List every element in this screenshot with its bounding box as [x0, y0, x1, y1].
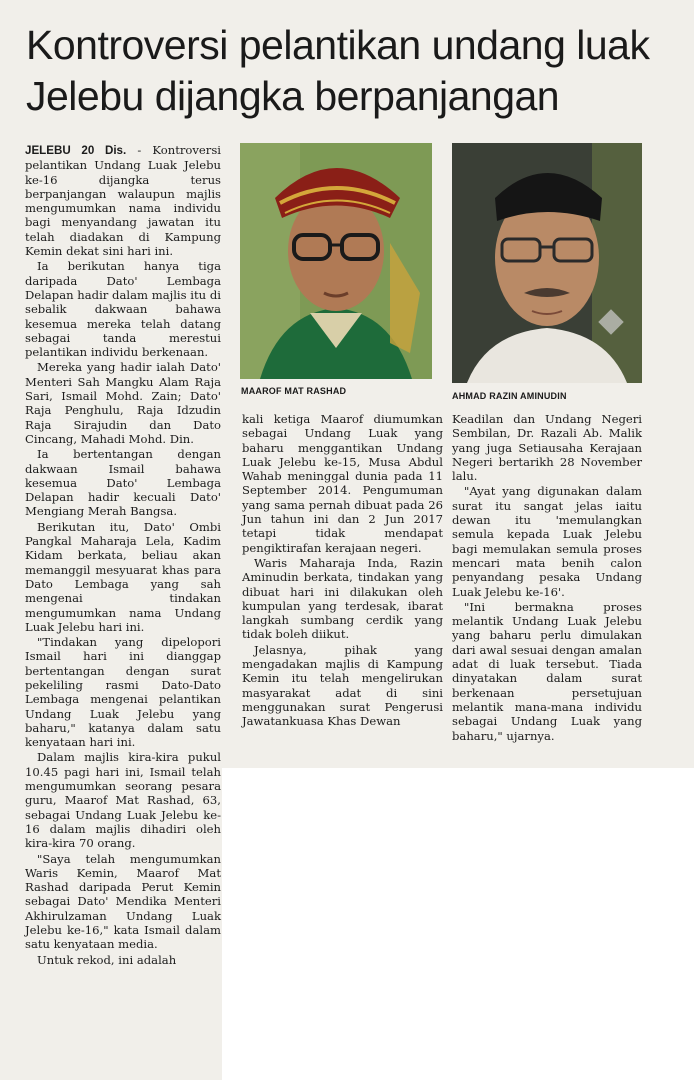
lead-paragraph: [25, 143, 221, 258]
lead-text: - Kontroversi pelantikan Undang Luak Jelebu ke-16 dijangka terus berpanjangan walaupun majlis mengumumkan nama individu bagi menyandang jawatan itu telah diadakan di Kampung Kemin dekat sini hari ini.: [25, 143, 221, 259]
photo-maarof-mat-rashad: [240, 143, 432, 379]
paragraph: Keadilan dan Undang Negeri Sembilan, Dr. Razali Ab. Malik yang juga Setiausaha Kerajaan Negeri bertarikh 28 November lalu.: [452, 412, 642, 484]
paragraph: Untuk rekod, ini adalah: [37, 952, 177, 967]
paragraph: kali ketiga Maarof diumumkan sebagai Undang Luak yang baharu menggantikan Undang Luak Jelebu ke-15, Musa Abdul Wahab meninggal dunia pada 11 September 2014. Pengumuman yang sama pernah dibuat pada 26 Jun tahun ini dan 2 Jun 2017 tetapi tidak mendapat pengiktirafan kerajaan negeri.: [242, 412, 443, 555]
blank-area: [222, 768, 694, 1080]
photo-caption: AHMAD RAZIN AMINUDIN: [452, 391, 567, 401]
portrait-illustration: [240, 143, 432, 379]
paragraph: Waris Maharaja Inda, Razin Aminudin berkata, tindakan yang dibuat hari ini dilakukan oleh kumpulan yang terdesak, ibarat langkah sumbang cerdik yang tidak boleh diikut.: [242, 555, 443, 642]
paragraph: Mereka yang hadir ialah Dato' Menteri Sah Mangku Alam Raja Sari, Ismail Mohd. Zain; Dato' Raja Penghulu, Raja Idzudin Raja Sirajudin dan Dato Cincang, Mahadi Mohd. Din.: [25, 360, 221, 446]
paragraph: "Ini bermakna proses melantik Undang Luak Jelebu yang baharu perlu dimulakan dari awal sesuai dengan amalan adat di luak tersebut. Tiada dinyatakan dalam surat berkenaan persetujuan melantik mana-mana individu sebagai Undang Luak yang baharu," ujarnya.: [452, 599, 642, 743]
article-column-2: [242, 412, 443, 730]
headline-line-2: Jelebu dijangka berpanjangan: [26, 73, 560, 119]
portrait-illustration: [452, 143, 642, 383]
headline-line-1: Kontroversi pelantikan undang luak: [26, 22, 650, 68]
paragraph: Dalam majlis kira-kira pukul 10.45 pagi hari ini, Ismail telah mengumumkan seorang pesara guru, Maarof Mat Rashad, 63, sebagai Undang Luak Jelebu ke-16 dalam majlis dihadiri oleh kira-kira 70 orang.: [25, 750, 221, 851]
headline: [26, 20, 686, 122]
article-column-1: [25, 143, 221, 968]
photo-ahmad-razin-aminudin: [452, 143, 642, 383]
paragraph: Ia berikutan hanya tiga daripada Dato' Lembaga Delapan hadir dalam majlis itu di sebalik dakwaan bahawa kesemua mereka telah datang sebagai tanda merestui pelantikan individu berkenaan.: [25, 259, 221, 360]
paragraph: Jelasnya, pihak yang mengadakan majlis di Kampung Kemin itu telah mengelirukan masyarakat adat di sini menggunakan surat Pengerusi Jawatankuasa Khas Dewan: [242, 642, 443, 729]
dateline: JELEBU 20 Dis.: [25, 144, 127, 157]
paragraph: "Saya telah mengumumkan Waris Kemin, Maarof Mat Rashad daripada Perut Kemin sebagai Dato' Mendika Menteri Akhirulzaman Undang Luak Jelebu ke-16," kata Ismail dalam satu kenyataan media.: [25, 851, 221, 952]
paragraph: "Ayat yang digunakan dalam surat itu sangat jelas iaitu dewan itu 'memulangkan semula kepada Luak Jelebu bagi memulakan semula proses mencari mata benih calon penyandang pesaka Undang Luak Jelebu ke-16'.: [452, 484, 642, 599]
photo-caption: MAAROF MAT RASHAD: [241, 386, 347, 396]
paragraph: Berikutan itu, Dato' Ombi Pangkal Maharaja Lela, Kadim Kidam berkata, beliau akan memanggil mesyuarat khas para Dato Lembaga yang sah mengenai tindakan mengumumkan nama Undang Luak Jelebu hari ini.: [25, 519, 221, 634]
paragraph: "Tindakan yang dipelopori Ismail hari ini dianggap bertentangan dengan surat pekeliling rasmi Dato-Dato Lembaga mengenai pelantikan Undang Luak Jelebu yang baharu," katanya dalam satu kenyataan hari ini.: [25, 635, 221, 750]
article-column-3: [452, 412, 642, 744]
paragraph: Ia bertentangan dengan dakwaan Ismail bahawa kesemua Dato' Lembaga Delapan hadir kecuali Dato' Mengiang Merah Bangsa.: [25, 447, 221, 519]
